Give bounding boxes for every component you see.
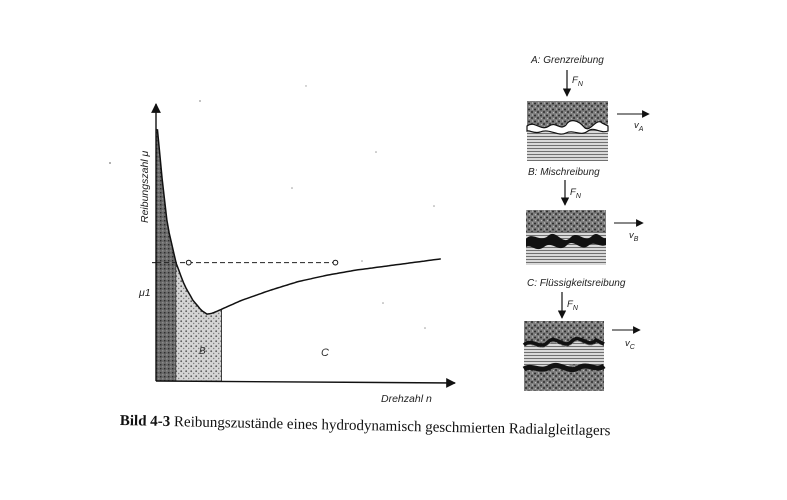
figure-caption-text: Reibungszustände eines hydrodynamisch geschmierten Radialgleitlagers: [173, 414, 611, 440]
panel-b-velocity-label: $v_B$: [629, 230, 639, 243]
region-label-b: B: [199, 346, 206, 357]
region-label-c: C: [321, 347, 329, 359]
panel-a-title: A: Grenzreibung: [531, 55, 604, 66]
panel-fluid-friction: [524, 278, 640, 391]
panel-a-force-label: $F_N$: [572, 75, 583, 88]
figure-number: Bild 4-3: [119, 413, 171, 431]
panel-c-velocity-label: $v_C$: [625, 338, 635, 351]
panel-b-title: B: Mischreibung: [528, 167, 600, 178]
intersection-point-2: [333, 260, 338, 265]
panel-a-velocity-label: $v_A$: [634, 120, 644, 133]
x-axis-label: Drehzahl n: [381, 393, 432, 405]
panel-c-title: C: Flüssigkeitsreibung: [527, 278, 626, 289]
panel-mixed-friction: [526, 167, 643, 265]
panel-c-lower-surface: [524, 365, 604, 369]
panel-b-upper-body: [526, 210, 606, 232]
friction-curve: [157, 129, 440, 314]
intersection-point-1: [186, 260, 191, 265]
chart-regions: [156, 129, 222, 381]
y-reference-label: μ1: [139, 287, 151, 299]
panel-c-force-label: $F_N$: [567, 299, 578, 312]
y-axis-label: Reibungszahl μ: [139, 150, 151, 223]
x-axis: [156, 381, 455, 383]
panel-boundary-friction: [527, 55, 649, 161]
region-a: [156, 129, 176, 381]
panel-b-force-label: $F_N$: [570, 187, 581, 200]
stribeck-chart: [138, 104, 455, 405]
